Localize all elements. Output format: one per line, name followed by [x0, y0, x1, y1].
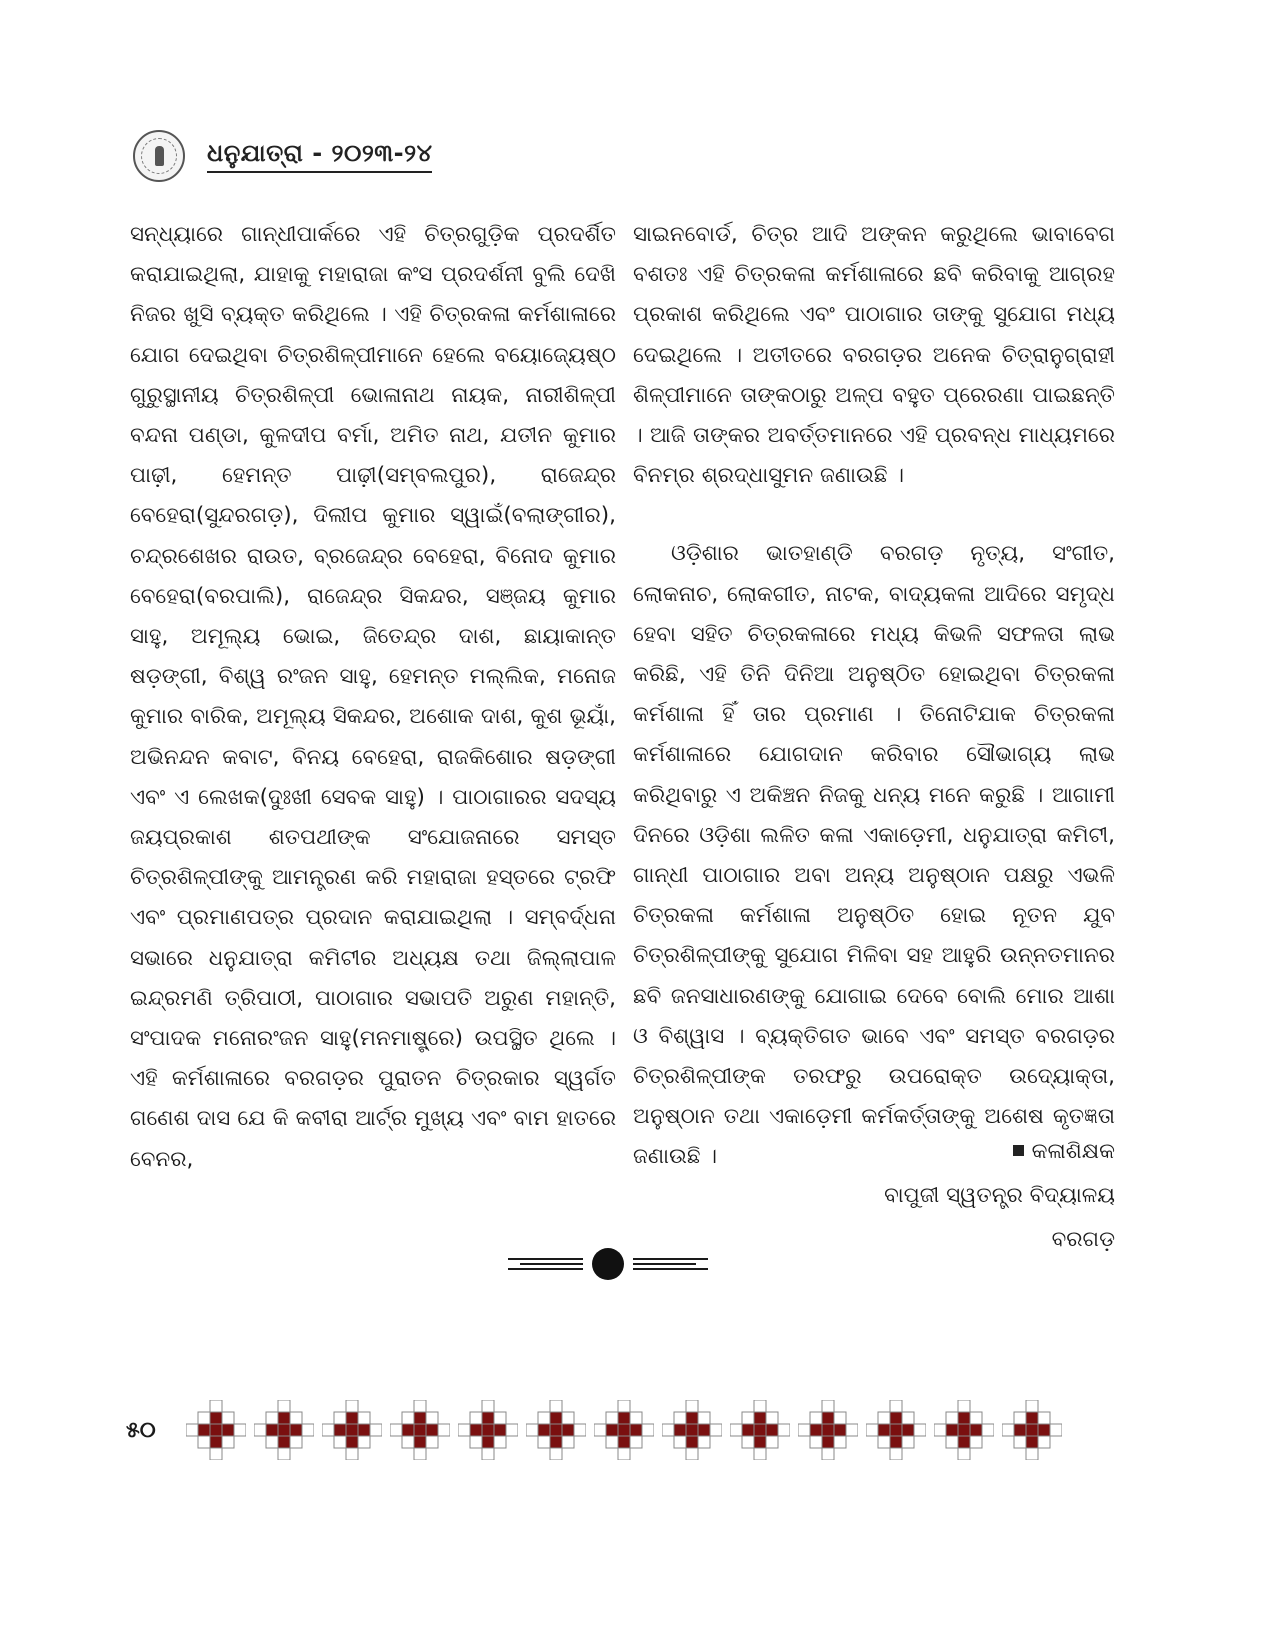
cross-ornament-icon — [730, 1400, 790, 1460]
emblem-logo-icon — [133, 130, 185, 182]
author-signoff — [884, 1130, 1115, 1262]
cross-ornament-icon — [390, 1400, 450, 1460]
cross-ornament-icon — [322, 1400, 382, 1460]
cross-ornament-icon — [798, 1400, 858, 1460]
cross-ornament-icon — [934, 1400, 994, 1460]
cross-ornament-row — [186, 1400, 1070, 1460]
cross-ornament-icon — [458, 1400, 518, 1460]
page-header — [133, 130, 432, 182]
right-paragraph-2: ଓଡ଼ିଶାର ଭାତହାଣ୍ଡି ବରଗଡ଼ ନୃତ୍ୟ, ସଂଗୀତ, ଲୋକନାଚ, ଲୋକଗୀତ, ନାଟକ, ବାଦ୍ୟକଳା ଆଦିରେ ସମୃଦ୍ଧ ହେବା ସହିତ ଚିତ୍ରକଳାରେ ମଧ୍ୟ କିଭଳି ସଫଳତା ଲାଭ କରିଛି, ଏହି ତିନି ଦିନିଆ ଅନୁଷ୍ଠିତ ହୋଇଥିବା ଚିତ୍ରକଳା କର୍ମଶାଳା ହିଁ ତାର ପ୍ରମାଣ । ତିନୋଟିଯାକ ଚିତ୍ରକଳା କର୍ମଶାଳାରେ ଯୋଗଦାନ କରିବାର ସୌଭାଗ୍ୟ ଲାଭ କରିଥିବାରୁ ଏ ଅକିଞ୍ଚନ ନିଜକୁ ଧନ୍ୟ ମନେ କରୁଛି । ଆଗାମୀ ଦିନରେ ଓଡ଼ିଶା ଲଳିତ କଳା ଏକାଡ଼େମୀ, ଧନୁଯାତ୍ରା କମିଟୀ, ଗାନ୍ଧୀ ପାଠାଗାର ଅବା ଅନ୍ୟ ଅନୁଷ୍ଠାନ ପକ୍ଷରୁ ଏଭଳି ଚିତ୍ରକଳା କର୍ମଶାଳା ଅନୁଷ୍ଠିତ ହୋଇ ନୂତନ ଯୁବ ଚିତ୍ରଶିଳ୍ପୀଙ୍କୁ ସୁଯୋଗ ମିଳିବା ସହ ଆହୁରି ଉନ୍ନତମାନର ଛବି ଜନସାଧାରଣଙ୍କୁ ଯୋଗାଇ ଦେବେ ବୋଲି ମୋର ଆଶା ଓ ବିଶ୍ୱାସ । ବ୍ୟକ୍ତିଗତ ଭାବେ ଏବଂ ସମସ୍ତ ବରଗଡ଼ର ଚିତ୍ରଶିଳ୍ପୀଙ୍କ ତରଫରୁ ଉପରୋକ୍ତ ଉଦ୍ୟୋକ୍ତା, ଅନୁଷ୍ଠାନ ତଥା ଏକାଡ଼େମୀ କର୍ମକର୍ତ୍ତାଙ୍କୁ ଅଶେଷ କୃତଜ୍ଞତା ଜଣାଉଛି । — [633, 541, 1115, 1170]
page-number: ୫୦ — [126, 1417, 156, 1443]
cross-ornament-icon — [1002, 1400, 1062, 1460]
header-title: ଧନୁଯାତ୍ରା - ୨୦୨୩-୨୪ — [207, 139, 432, 173]
page-footer — [126, 1400, 1070, 1460]
divider-ornament-icon — [508, 1244, 708, 1284]
right-column — [633, 215, 1115, 1178]
signoff-place: ବରଗଡ଼ — [1051, 1227, 1115, 1252]
signoff-line-1: କଳାଶିକ୍ଷକ — [1031, 1139, 1115, 1164]
left-column — [130, 215, 616, 1180]
right-paragraph-1: ସାଇନବୋର୍ଡ, ଚିତ୍ର ଆଦି ଅଙ୍କନ କରୁଥିଲେ ଭାବାବେଗ ବଶତଃ ଏହି ଚିତ୍ରକଳା କର୍ମଶାଳାରେ ଛବି କରିବାକୁ ଆଗ୍ରହ ପ୍ରକାଶ କରିଥିଲେ ଏବଂ ପାଠାଗାର ତାଙ୍କୁ ସୁଯୋଗ ମଧ୍ୟ ଦେଇଥିଲେ । ଅତୀତରେ ବରଗଡ଼ର ଅନେକ ଚିତ୍ରାନୁଗ୍ରାହୀ ଶିଳ୍ପୀମାନେ ତାଙ୍କଠାରୁ ଅଳ୍ପ ବହୁତ ପ୍ରେରଣା ପାଇଛନ୍ତି । ଆଜି ତାଙ୍କର ଅବର୍ତ୍ତମାନରେ ଏହି ପ୍ରବନ୍ଧ ମାଧ୍ୟମରେ ବିନମ୍ର ଶ୍ରଦ୍ଧାସୁମନ ଜଣାଉଛି । — [633, 222, 1115, 489]
signoff-school: ବାପୁଜୀ ସ୍ୱତନ୍ତ୍ର ବିଦ୍ୟାଳୟ — [884, 1183, 1115, 1208]
cross-ornament-icon — [254, 1400, 314, 1460]
cross-ornament-icon — [662, 1400, 722, 1460]
signoff-designation — [884, 1130, 1115, 1174]
left-column-text: ସନ୍ଧ୍ୟାରେ ଗାନ୍ଧୀପାର୍କରେ ଏହି ଚିତ୍ରଗୁଡ଼ିକ ପ୍ରଦର୍ଶିତ କରାଯାଇଥିଲା, ଯାହାକୁ ମହାରାଜା କଂସ ପ୍ରଦର୍ଶନୀ ବୁଲି ଦେଖି ନିଜର ଖୁସି ବ୍ୟକ୍ତ କରିଥିଲେ । ଏହି ଚିତ୍ରକଳା କର୍ମଶାଳାରେ ଯୋଗ ଦେଇଥିବା ଚିତ୍ରଶିଳ୍ପୀମାନେ ହେଲେ ବୟୋଜ୍ୟେଷ୍ଠ ଗୁରୁସ୍ଥାନୀୟ ଚିତ୍ରଶିଳ୍ପୀ ଭୋଳାନାଥ ନାୟକ, ନାରୀଶିଳ୍ପୀ ବନ୍ଦନା ପଣ୍ଡା, କୁଳଦୀପ ବର୍ମା, ଅମିତ ନାଥ, ଯତୀନ କୁମାର ପାଢ଼ୀ, ହେମନ୍ତ ପାଢ଼ୀ(ସମ୍ବଲପୁର), ରାଜେନ୍ଦ୍ର ବେହେରା(ସୁନ୍ଦରଗଡ଼), ଦିଲୀପ କୁମାର ସ୍ୱାଇଁ(ବଲାଙ୍ଗୀର), ଚନ୍ଦ୍ରଶେଖର ରାଉତ, ବ୍ରଜେନ୍ଦ୍ର ବେହେରା, ବିନୋଦ କୁମାର ବେହେରା(ବରପାଲି), ରାଜେନ୍ଦ୍ର ସିକନ୍ଦର, ସଞ୍ଜୟ କୁମାର ସାହୁ, ଅମୂଲ୍ୟ ଭୋଇ, ଜିତେନ୍ଦ୍ର ଦାଶ, ଛାୟାକାନ୍ତ ଷଡ଼ଙ୍ଗୀ, ବିଶ୍ୱ ରଂଜନ ସାହୁ, ହେମନ୍ତ ମଲ୍ଲିକ, ମନୋଜ କୁମାର ବାରିକ, ଅମୂଲ୍ୟ ସିକନ୍ଦର, ଅଶୋକ ଦାଶ, କୁଶ ଭୂୟାଁ, ଅଭିନନ୍ଦନ କବାଟ, ବିନୟ ବେହେରା, ରାଜକିଶୋର ଷଡ଼ଙ୍ଗୀ ଏବଂ ଏ ଲେଖକ(ଦୁଃଖୀ ସେବକ ସାହୁ) । ପାଠାଗାରର ସଦସ୍ୟ ଜୟପ୍ରକାଶ ଶତପଥୀଙ୍କ ସଂଯୋଜନାରେ ସମସ୍ତ ଚିତ୍ରଶିଳ୍ପୀଙ୍କୁ ଆମନ୍ତ୍ରଣ କରି ମହାରାଜା ହସ୍ତରେ ଟ୍ରଫି ଏବଂ ପ୍ରମାଣପତ୍ର ପ୍ରଦାନ କରାଯାଇଥିଲା । ସମ୍ବର୍ଦ୍ଧନା ସଭାରେ ଧନୁଯାତ୍ରା କମିଟୀର ଅଧ୍ୟକ୍ଷ ତଥା ଜିଲ୍ଲାପାଳ ଇନ୍ଦ୍ରମଣି ତ୍ରିପାଠୀ, ପାଠାଗାର ସଭାପତି ଅରୁଣ ମହାନ୍ତି, ସଂପାଦକ ମନୋରଂଜନ ସାହୁ(ମନମାଷ୍ଟ୍ରେ) ଉପସ୍ଥିତ ଥିଲେ । ଏହି କର୍ମଶାଳାରେ ବରଗଡ଼ର ପୁରାତନ ଚିତ୍ରକାର ସ୍ୱର୍ଗତ ଗଣେଶ ଦାସ ଯେ କି କବୀରା ଆର୍ଟ୍‌ର ମୁଖ୍ୟ ଏବଂ ବାମ ହାତରେ ବେନର, — [130, 222, 616, 1172]
cross-ornament-icon — [526, 1400, 586, 1460]
cross-ornament-icon — [866, 1400, 926, 1460]
square-bullet-icon — [1013, 1145, 1024, 1156]
cross-ornament-icon — [594, 1400, 654, 1460]
cross-ornament-icon — [186, 1400, 246, 1460]
